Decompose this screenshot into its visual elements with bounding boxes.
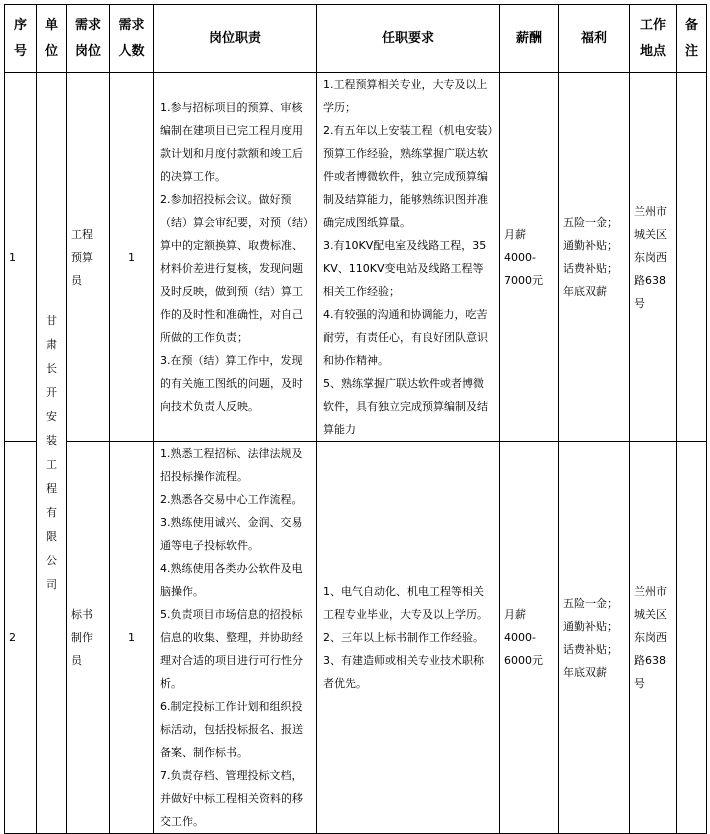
row-seq: 2 xyxy=(5,442,37,834)
row-location: 兰州市 城关区 东岗西 路638 号 xyxy=(630,73,677,442)
header-benefits: 福利 xyxy=(559,5,630,73)
recruitment-table xyxy=(4,4,707,834)
table-row xyxy=(5,73,707,442)
row-requirements: 1、电气自动化、机电工程等相关工程专业毕业，大专及以上学历。 2、三年以上标书制作工作经验。 3、有建造师或相关专业技术职称者优先。 xyxy=(317,442,500,834)
row-count: 1 xyxy=(110,73,154,442)
row-duties: 1.熟悉工程招标、法律法规及招投标操作流程。 2.熟悉各交易中心工作流程。 3.熟练使用诚兴、金润、交易通等电子投标软件。 4.熟练使用各类办公软件及电脑操作。 5.负责项目市场信息的招投标信息的收集、整理，并协助经理对合适的项目进行可行性分析。 6.制定投标工作计划和组织投标活动，包括投标报名、报送备案、制作标书。 7.负责存档、管理投标文档，并做好中标工程相关资料的移交工作。 xyxy=(154,442,317,834)
row-remarks xyxy=(677,73,707,442)
row-benefits: 五险一金； 通勤补贴； 话费补贴； 年底双薪 xyxy=(559,442,630,834)
header-seq: 序 号 xyxy=(5,5,37,73)
row-salary: 月薪 4000- 7000元 xyxy=(500,73,559,442)
row-seq: 1 xyxy=(5,73,37,442)
company-name: 甘 肃 长 开 安 装 工 程 有 限 公 司 xyxy=(37,73,67,834)
row-duties: 1.参与招标项目的预算、审核编制在建项目已完工程月度用款计划和月度付款额和竣工后的决算工作。 2.参加招投标会议。做好预（结）算会审纪要，对预（结）算中的定额换算、取费标准、材料价差进行复核，发现问题及时反映，做到预（结）算工作的及时性和准确性，对自己所做的工作负责； 3.在预（结）算工作中，发现的有关施工图纸的问题，及时向技术负责人反映。 xyxy=(154,73,317,442)
row-location: 兰州市 城关区 东岗西 路638 号 xyxy=(630,442,677,834)
header-requirements: 任职要求 xyxy=(317,5,500,73)
row-position: 标书 制作 员 xyxy=(67,442,110,834)
header-row xyxy=(5,5,707,73)
header-position: 需求 岗位 xyxy=(67,5,110,73)
header-count: 需求 人数 xyxy=(110,5,154,73)
row-salary: 月薪 4000- 6000元 xyxy=(500,442,559,834)
row-remarks xyxy=(677,442,707,834)
header-remarks: 备 注 xyxy=(677,5,707,73)
header-unit: 单 位 xyxy=(37,5,67,73)
row-benefits: 五险一金； 通勤补贴； 话费补贴； 年底双薪 xyxy=(559,73,630,442)
header-location: 工作 地点 xyxy=(630,5,677,73)
row-requirements: 1.工程预算相关专业，大专及以上学历； 2.有五年以上安装工程（机电安装）预算工作经验，熟练掌握广联达软件或者博微软件，独立完成预算编制及结算能力，能够熟练识图并准确完成图纸算量。 3.有10KV配电室及线路工程，35KV、110KV变电站及线路工程等相关工作经验； 4.有较强的沟通和协调能力，吃苦耐劳，有责任心，有良好团队意识和协作精神。 5、熟练掌握广联达软件或者博微软件，具有独立完成预算编制及结算能力 xyxy=(317,73,500,442)
row-count: 1 xyxy=(110,442,154,834)
table-row xyxy=(5,442,707,834)
row-position: 工程 预算 员 xyxy=(67,73,110,442)
header-salary: 薪酬 xyxy=(500,5,559,73)
header-duties: 岗位职责 xyxy=(154,5,317,73)
